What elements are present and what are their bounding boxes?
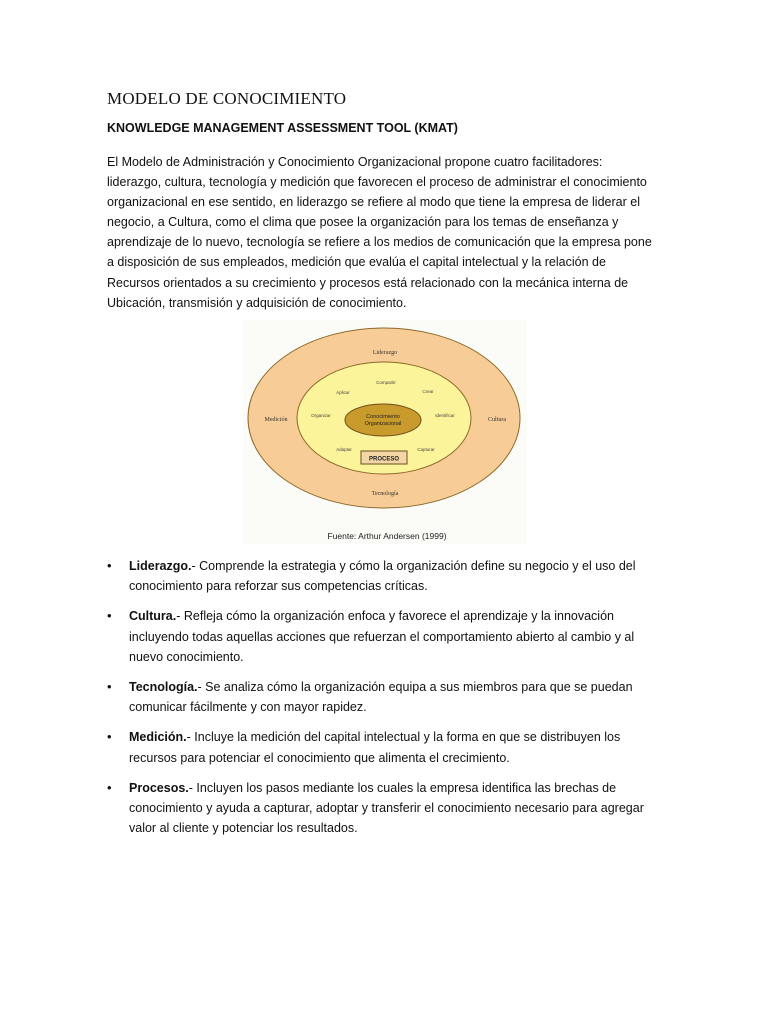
intro-line: aprendizaje de lo nuevo, tecnología se refiere a los medios de comunicación que la empresa pone — [107, 235, 652, 250]
bullet-text: - Incluye la medición del capital intelectual y la forma en que se distribuyen los — [186, 730, 621, 745]
bullet-line: nuevo conocimiento. — [129, 649, 244, 664]
middle-label-top-left: Aplicar — [336, 390, 350, 395]
core-label: Organizacional — [364, 421, 402, 427]
intro-line: organizacional en ese sentido, en liderazgo se refiere al modo que tiene la empresa de liderar el — [107, 195, 640, 210]
intro-line: negocio, a Cultura, como el clima que posee la organización para los temas de enseñanza y — [107, 215, 619, 230]
list-item — [107, 606, 647, 667]
bullet-line — [129, 556, 647, 576]
bullet-line: conocimiento y ayuda a capturar, adoptar y transferir el conocimiento necesario para agregar — [129, 801, 644, 816]
bullet-text: - Se analiza cómo la organización equipa a sus miembros para que se puedan — [197, 680, 633, 695]
bullet-line — [129, 778, 647, 798]
list-item — [107, 727, 647, 767]
bullet-term: Tecnología. — [129, 680, 198, 695]
middle-label-bottom-left: Adaptar — [336, 447, 352, 452]
core-label: Conocimiento — [366, 414, 400, 420]
bullet-line: recursos para potenciar el conocimiento que alimenta el crecimiento. — [129, 750, 510, 765]
facilitators-list — [107, 556, 647, 848]
outer-label-bottom: Tecnología — [371, 491, 399, 497]
bullet-line — [129, 727, 647, 747]
middle-label-bottom-right: Capturar — [417, 447, 435, 452]
bullet-text: - Refleja cómo la organización enfoca y favorece el aprendizaje y la innovación — [176, 609, 614, 624]
kmat-diagram-figure — [243, 320, 527, 544]
bullet-text: - Comprende la estrategia y cómo la organización define su negocio y el uso del — [191, 559, 636, 573]
bullet-line: comunicar fácilmente y con mayor rapidez. — [129, 700, 367, 715]
intro-line: Ubicación, transmisión y adquisición de conocimiento. — [107, 295, 407, 310]
outer-label-left: Medición — [264, 417, 288, 423]
bullet-line — [129, 606, 647, 626]
middle-label-top-center: Compartir — [376, 380, 396, 385]
middle-label-left: Organizar — [311, 413, 331, 418]
bullet-term: Procesos. — [129, 780, 189, 795]
bullet-line — [129, 677, 647, 697]
intro-line: liderazgo, cultura, tecnología y medición que favorecen el proceso de administrar el conocimiento — [107, 175, 647, 190]
bullet-term: Medición. — [129, 730, 187, 745]
intro-line: Recursos orientados a su crecimiento y procesos está relacionado con la mecánica interna de — [107, 275, 629, 290]
bullet-term: Liderazgo. — [129, 559, 192, 573]
outer-label-right: Cultura — [488, 417, 506, 423]
core-ellipse — [345, 404, 421, 436]
diagram-caption: Fuente: Arthur Andersen (1999) — [327, 531, 447, 541]
document-subtitle: KNOWLEDGE MANAGEMENT ASSESSMENT TOOL (KMAT) — [107, 121, 458, 135]
bullet-term: Cultura. — [129, 609, 177, 624]
middle-label-top-right: Crear — [422, 389, 434, 394]
bullet-text: - Incluyen los pasos mediante los cuales la empresa identifica las brechas de — [188, 780, 617, 795]
intro-line: El Modelo de Administración y Conocimiento Organizacional propone cuatro facilitadores: — [107, 155, 603, 169]
bullet-line: incluyendo todas aquellas acciones que refuerzan el comportamiento abierto al cambio y al — [129, 629, 635, 644]
bullet-line: conocimiento para reforzar sus competencias críticas. — [129, 579, 428, 594]
intro-paragraph — [107, 152, 652, 313]
middle-label-right: Identificar — [435, 413, 455, 418]
list-item — [107, 778, 647, 839]
intro-line: a disposición de sus empleados, medición que evalúa el capital intelectual y la relación de — [107, 255, 606, 270]
list-item — [107, 677, 647, 717]
list-item — [107, 556, 647, 596]
outer-label-top: Liderazgo — [372, 350, 398, 356]
kmat-diagram — [243, 320, 527, 544]
bullet-line: valor al cliente y potenciar los resultados. — [129, 821, 358, 836]
document-title: MODELO DE CONOCIMIENTO — [107, 89, 347, 108]
process-label: PROCESO — [368, 456, 400, 463]
